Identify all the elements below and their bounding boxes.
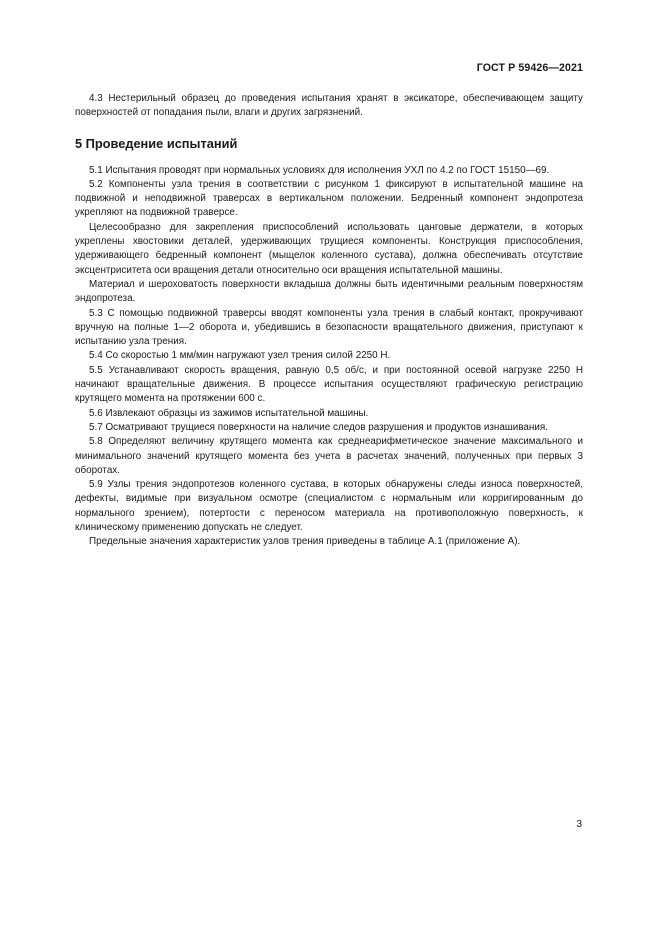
section-title: 5 Проведение испытаний xyxy=(75,135,238,151)
paragraph-5-9: 5.9 Узлы трения эндопротезов коленного сустава, в которых обнаружены следы износа поверхностей, дефекты, видимые при визуальном осмотре (специалистом с нормальным или корригированным до нормального зрением), потертости с переносом материала на противоположную поверхность, к клиническому применению допускать не следует. xyxy=(75,479,583,534)
paragraph-4-3: 4.3 Нестерильный образец до проведения испытания хранят в эксикаторе, обеспечивающем защиту поверхностей от попадания пыли, влаги и других загрязнений. xyxy=(75,93,583,119)
paragraph-5-8: 5.8 Определяют величину крутящего момента как среднеарифметическое значение максимального и минимального значений крутящего момента без учета в расчетах значений, полученных при первых 3 оборотах. xyxy=(75,436,583,476)
paragraph-5-1: 5.1 Испытания проводят при нормальных условиях для исполнения УХЛ по 4.2 по ГОСТ 15150—69. xyxy=(89,164,550,176)
paragraph-5-3: 5.3 С помощью подвижной траверсы вводят компоненты узла трения в слабый контакт, прокручивают вручную на полные 1—2 оборота и, убедившись в безопасности вращательного движения, приступают к испытанию узла трения. xyxy=(75,307,583,348)
paragraph-material-note: Материал и шероховатость поверхности вкладыша должны быть идентичными реальным поверхностям эндопротеза. xyxy=(75,278,583,305)
page-number: 3 xyxy=(576,819,582,830)
document-header-id: ГОСТ Р 59426—2021 xyxy=(476,62,583,74)
paragraph-5-2: 5.2 Компоненты узла трения в соответствии с рисунком 1 фиксируют в испытательной машине на подвижной и неподвижной траверсах в вертикальном положении. Бедренный компонент эндопротеза укрепляют на подвижной траверсе. xyxy=(75,178,583,219)
paragraph-5-7: 5.7 Осматривают трущиеся поверхности на наличие следов разрушения и продуктов изнашивания. xyxy=(89,421,548,433)
paragraph-5-5: 5.5 Устанавливают скорость вращения, равную 0,5 об/с, и при постоянной осевой нагрузке 2250 Н начинают вращательные движения. В процессе испытания осуществляют графическую регистрацию крутящего момента на протяжении 600 с. xyxy=(75,364,583,405)
document-body xyxy=(75,92,583,550)
paragraph-fixture-note: Целесообразно для закрепления приспособлений использовать цанговые держатели, в которых укреплены хвостовики деталей, удерживающих трущиеся компоненты. Конструкция приспособления, удерживающего бедренный компонент (мыщелок коленного сустава), должна обеспечивать отсутствие эксцентриситета оси вращения детали относительно оси вращения испытательной машины. xyxy=(75,221,583,276)
paragraph-limits-note: Предельные значения характеристик узлов трения приведены в таблице А.1 (приложение А). xyxy=(89,536,521,548)
paragraph-5-4: 5.4 Со скоростью 1 мм/мин нагружают узел трения силой 2250 Н. xyxy=(89,350,391,362)
paragraph-5-6: 5.6 Извлекают образцы из зажимов испытательной машины. xyxy=(89,407,369,419)
